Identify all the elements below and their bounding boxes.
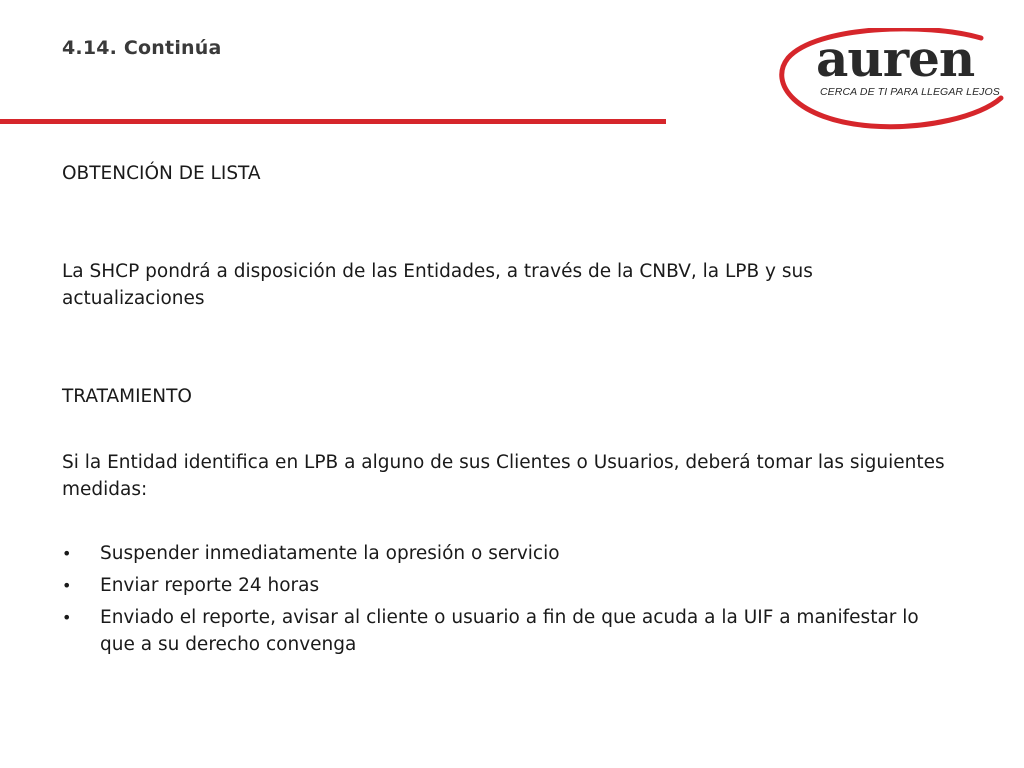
paragraph-tratamiento: Si la Entidad identifica en LPB a alguno de sus Clientes o Usuarios, deberá tomar las siguientes medidas: — [62, 452, 945, 500]
paragraph-obtencion: La SHCP pondrá a disposición de las Entidades, a través de la CNBV, la LPB y sus actualizaciones — [62, 261, 813, 309]
list-item-text: Suspender inmediatamente la opresión o servicio — [100, 543, 560, 564]
list-item-text: Enviado el reporte, avisar al cliente o usuario a fin de que acuda a la UIF a manifestar lo que a su derecho convenga — [100, 607, 919, 655]
bullet-icon: • — [62, 544, 72, 563]
list-item — [62, 572, 962, 599]
bullet-icon: • — [62, 608, 72, 627]
logo-tagline: CERCA DE TI PARA LLEGAR LEJOS — [820, 86, 1000, 98]
section-heading-tratamiento: TRATAMIENTO — [62, 386, 192, 407]
section-heading-obtencion: OBTENCIÓN DE LISTA — [62, 163, 261, 184]
auren-logo — [776, 28, 1012, 132]
measures-list — [62, 540, 962, 663]
list-item-text: Enviar reporte 24 horas — [100, 575, 320, 596]
bullet-icon: • — [62, 576, 72, 595]
title-underline — [0, 119, 666, 124]
list-item — [62, 604, 962, 658]
slide-title: 4.14. Continúa — [62, 37, 222, 59]
list-item — [62, 540, 962, 567]
logo-wordmark: auren — [816, 29, 975, 88]
